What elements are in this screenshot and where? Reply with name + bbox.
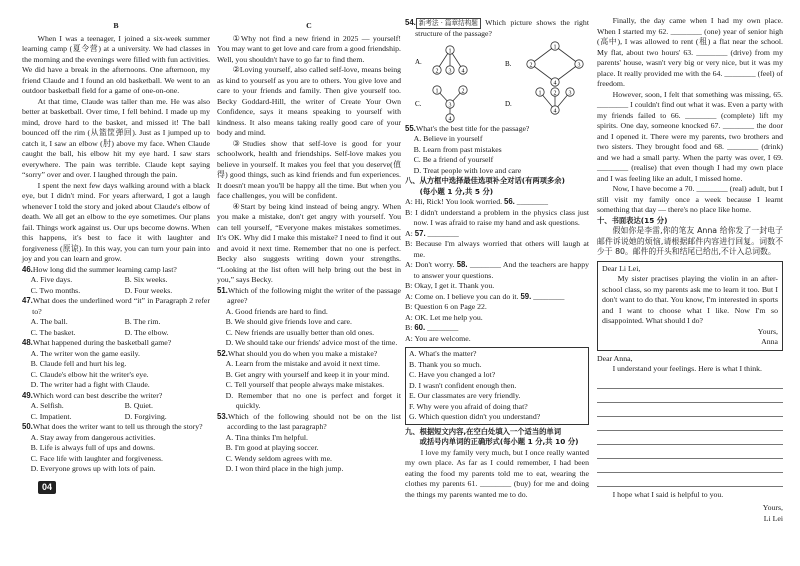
blank-number: 57. xyxy=(414,228,426,238)
section-heading: B xyxy=(113,21,119,30)
question-text: What does the writer want to tell us through the story? xyxy=(32,422,203,431)
section-points: (每小题 1 分,共 5 分) xyxy=(419,186,494,196)
choice-option: C. Have you changed a lot? xyxy=(409,370,496,379)
diagram-option-a xyxy=(415,45,467,74)
diagram-node-number: 2 xyxy=(553,89,557,96)
diagram-option-c xyxy=(415,85,467,122)
question-number: 50. xyxy=(22,422,33,431)
passage-paragraph: Finally, the day came when I had my own place. When I started my 62. ________ (one) year of senior high (高中), I was allowed to rent (租) a flat near the school. My flat, about two hours' 63. ________ (drive) from my parents' house, wasn't very big or very nice, but it was my place. It really provided me with the 64. ________ (feel) of freedom. xyxy=(597,16,783,88)
structure-diagrams xyxy=(405,40,589,124)
passage-paragraph: However, soon, I felt that something was missing, 65. ________ I couldn't find out what it was. Even a party with my friends failed to 66. ________ (complete) lift my spirits. One day, someone knocked 67. ________ the door and I opened it. There were my parents, two brothers and two sisters. They brought food and 68. ________ (drink) and we had a small party. When the party was over, I 69. ________ (realise) that even though I had my own place and I was feeling like an adult, I missed home. xyxy=(597,89,783,183)
choice-option: D. I wasn't confident enough then. xyxy=(409,380,517,390)
dialogue-text: Don't worry. xyxy=(415,260,455,269)
answer-option[interactable]: B. Get angry with yourself and keep it in your mind. xyxy=(225,369,390,379)
dialogue-line xyxy=(405,292,589,303)
blank-number: 59. xyxy=(520,291,532,301)
choices-box xyxy=(405,347,589,425)
answer-option[interactable]: C. Claude's elbow hit the writer's eye. xyxy=(30,369,149,379)
choice-option: F. Why were you afraid of doing that? xyxy=(409,401,528,411)
answer-option[interactable]: D. Four weeks. xyxy=(124,285,173,295)
answer-option[interactable]: A. Good friends are hard to find. xyxy=(225,306,328,316)
writing-prompt: 假如你是李雷,你的笔友 Anna 给你发了一封电子邮件诉说她的烦恼,请根据邮件内容进行回复。词数不少于 80。邮件的开头和结尾已给出,不计入总词数。 xyxy=(597,226,783,256)
answer-option[interactable]: D. The elbow. xyxy=(124,327,169,337)
question-text: Which picture shows the right structure of the passage? xyxy=(415,18,589,38)
section-title-cont: 或括号内单词的正确形式(每小题 1 分,共 10 分) xyxy=(419,437,579,446)
section-heading: C xyxy=(306,21,312,30)
answer-option[interactable]: D. I won third place in the high jump. xyxy=(225,464,344,473)
answer-blank[interactable]: ________ xyxy=(531,291,565,301)
diagram-label: B. xyxy=(505,59,512,68)
dialogue-text: Question 6 on Page 22. xyxy=(414,302,487,311)
question-type-tag: 新考法 · 篇章结构题 xyxy=(416,18,481,29)
passage-paragraph: I spent the next few days walking around with a black eye, but I didn't mind. For years afterward, I got a laugh whenever I told the story and joked about Claude's elbow of death. We all get an elbow to the eye sometimes. Our plans fail. Things work against us. Our ups become downs. When this happens, it's best to face it with laughter and forgiveness (原谅). In this way, you can turn your pain into joy and you can learn and grow. xyxy=(22,180,210,263)
question-text: Which word can best describe the writer? xyxy=(32,390,163,400)
answer-option[interactable]: B. Life is always full of ups and downs. xyxy=(30,443,155,452)
passage-paragraph: ②Loving yourself, also called self-love, means being as kind to yourself as you are to others. You give love and care to your friends and family. Then give yourself too. Becky Goddard-Hill, the writer of Create Your Own Confidence, says it means speaking to yourself with kindness. It also means taking really good care of your body and mind. xyxy=(217,65,401,137)
question xyxy=(22,391,210,402)
question-number: 48. xyxy=(22,338,33,347)
dialogue-line xyxy=(405,260,589,281)
section-title: 十、书面表达(15 分) xyxy=(597,215,668,225)
column-cloze-writing xyxy=(597,16,783,524)
answer-option[interactable]: C. Face life with laughter and forgiveness. xyxy=(30,453,163,463)
options xyxy=(217,433,401,475)
diagram-node-number: 1 xyxy=(538,89,542,96)
question-number: 52. xyxy=(217,348,228,358)
answer-option[interactable]: C. Be a friend of yourself xyxy=(413,155,494,164)
writing-line[interactable] xyxy=(597,445,783,459)
diagram-node-number: 3 xyxy=(577,61,581,68)
choice-option: E. Our classmates are very friendly. xyxy=(409,391,521,400)
question-text: What should you do when you make a mistake? xyxy=(227,348,378,358)
answer-option[interactable]: A. The ball. xyxy=(30,317,68,326)
writing-line[interactable] xyxy=(597,417,783,431)
answer-option[interactable]: A. Selfish. xyxy=(30,401,64,410)
question-text: What's the best title for the passage? xyxy=(415,123,530,133)
question-text: What happened during the basketball game? xyxy=(32,338,172,347)
options xyxy=(22,349,210,391)
diagram-node-number: 2 xyxy=(435,67,439,74)
options xyxy=(22,317,210,338)
diagram-label: A. xyxy=(415,57,422,66)
answer-option[interactable]: D. Forgiving. xyxy=(124,411,167,421)
question xyxy=(217,286,401,307)
question xyxy=(22,296,210,317)
speaker: A: xyxy=(405,228,413,238)
answer-option[interactable]: C. New friends are usually better than old ones. xyxy=(225,327,375,337)
reply-ending: I hope what I said is helpful to you. xyxy=(612,489,724,499)
question xyxy=(22,338,210,349)
diagram-node-number: 4 xyxy=(461,67,465,74)
question xyxy=(22,422,210,433)
dialogue-text: OK. Let me help you. xyxy=(414,312,483,322)
question-number: 47. xyxy=(22,296,33,305)
answer-lines[interactable] xyxy=(597,375,783,487)
dialogue-text: Okay, I get it. Thank you. xyxy=(414,281,495,290)
dialogue-text: Because I'm always worried that others will laugh at me. xyxy=(413,239,590,259)
writing-line[interactable] xyxy=(597,375,783,389)
passage-paragraph: Now, I have become a 70. ________ (real) adult, but I still visit my family once a week because I learnt something that day — there's no place like home. xyxy=(597,184,783,214)
blank-number: 60. xyxy=(414,323,426,332)
answer-blank[interactable]: ________ xyxy=(425,228,459,238)
dialogue-line xyxy=(405,302,589,313)
dialogue-line xyxy=(405,197,589,208)
question-text: Which of the following should not be on the list according to the last paragraph? xyxy=(227,411,401,431)
options xyxy=(22,275,210,296)
passage-paragraph: ③Studies show that self-love is good for your schoolwork, health and friendships. Self-love makes you believe in yourself. It makes you feel that you deserve(值得) good things, such as kind friends and fun experiences. It doesn't mean you'll be happy all the time. But when you face challenges, you will be confident. xyxy=(217,138,401,200)
question-54 xyxy=(405,18,589,40)
letter-closing: Yours, xyxy=(757,326,778,336)
diagram-option-b xyxy=(505,41,583,86)
answer-option[interactable]: C. Wendy seldom agrees with me. xyxy=(225,453,333,463)
speaker: A: xyxy=(405,197,413,206)
question-number: 53. xyxy=(217,411,228,421)
section-title: 九、根据短文内容,在空白处填入一个适当的单词 xyxy=(405,426,562,436)
question-number: 49. xyxy=(22,390,33,400)
answer-option[interactable]: D. Treat people with love and care xyxy=(413,165,522,175)
passage-paragraph: ④Start by being kind instead of being angry. When you make a mistake, don't get angry with yourself. You can tell yourself, “Everyone makes mistakes sometimes. It's OK. Why did I make this mistake? I need to find it out and avoid it next time. Remember that no one is perfect. Becky also suggests writing down your strengths. “Looking at the list often will help bring out the best in you,” says Becky. xyxy=(217,201,401,284)
speaker: B: xyxy=(405,281,413,290)
question-number: 55. xyxy=(405,123,416,133)
answer-option[interactable]: B. Quiet. xyxy=(124,401,153,410)
answer-option[interactable]: A. Five days. xyxy=(30,275,73,284)
answer-option[interactable]: A. Tina thinks I'm helpful. xyxy=(225,432,309,442)
speaker: A: xyxy=(405,333,413,343)
options xyxy=(22,401,210,422)
speaker: B: xyxy=(405,207,413,217)
question xyxy=(22,265,210,276)
answer-option[interactable]: C. Impatient. xyxy=(30,411,72,421)
speaker: A: xyxy=(405,312,413,322)
answer-option[interactable]: A. Stay away from dangerous activities. xyxy=(30,432,156,442)
diagram-node-number: 1 xyxy=(448,47,452,54)
writing-line[interactable] xyxy=(597,459,783,473)
passage-paragraph: At that time, Claude was taller than me. He was also better at basketball. Over time, I fell behind. I made up my mind, drove hard to the basket, and missed it! The ball bounced off the rim (从篮筐弹回). Just as I jumped up to catch it, I saw an elbow (肘) above my face. When Claude caught the ball, his elbow hit my eye hard. I saw stars everywhere. The pain was terrible. Claude kept saying “sorry” over and over. I laughed through the pain. xyxy=(22,96,210,179)
question-number: 54. xyxy=(405,18,416,27)
dialogue-text: You are welcome. xyxy=(414,333,471,343)
options xyxy=(217,359,401,412)
diagram-node-number: 4 xyxy=(553,79,557,86)
dialogue-line xyxy=(405,239,589,260)
speaker: B: xyxy=(405,239,413,248)
reply-signature: Li Lei xyxy=(763,513,783,523)
diagram-node-number: 4 xyxy=(448,115,452,122)
speaker: A: xyxy=(405,260,413,269)
diagram-label: C. xyxy=(415,99,422,108)
letter-body: My sister practises playing the violin in an after-school class, so my parents ask me to learn it too. But I don't want to do that. You know, I'm interested in sports and I want to choose what I like. Now I'm so disappointed. What should I do? xyxy=(602,274,778,325)
writing-line[interactable] xyxy=(597,389,783,403)
question-number: 51. xyxy=(217,285,228,295)
answer-option[interactable]: C. Tell yourself that people always make mistakes. xyxy=(225,380,385,389)
question-text: Which of the following might the writer of the passage agree? xyxy=(227,285,401,305)
dialogue-text: Hi, Rick! You look worried. xyxy=(414,197,503,206)
dialogue-line xyxy=(405,229,589,240)
question xyxy=(217,349,401,360)
passage-paragraph: ①Why not find a new friend in 2025 — yourself! You may want to get love and care from a good friendship. Well, you shouldn't have to go far to find them. xyxy=(217,33,401,64)
answer-option[interactable]: C. The basket. xyxy=(30,327,76,337)
passage-paragraph: I love my family very much, but I once really wanted my own place. As far as I could remember, I had been eating the food my parents told me to eat, wearing the clothes my parents 61. ________ (buy) for me and doing the things my parents wanted me to do. xyxy=(405,447,589,499)
diagram-node-number: 1 xyxy=(435,87,439,94)
reply-closing: Yours, xyxy=(762,503,783,512)
answer-option[interactable]: B. Claude fell and hurt his leg. xyxy=(30,359,127,368)
options xyxy=(22,433,210,475)
answer-option[interactable]: B. I'm good at playing soccer. xyxy=(225,443,319,452)
column-passage-c xyxy=(217,18,401,475)
letter-greeting: Dear Li Lei, xyxy=(602,263,641,273)
diagram-node-number: 3 xyxy=(568,89,572,96)
blank-number: 58. xyxy=(456,260,468,269)
question-number: 46. xyxy=(22,264,33,274)
answer-option[interactable]: B. Learn from past mistakes xyxy=(413,144,502,154)
diagram-node-number: 1 xyxy=(553,43,557,50)
question xyxy=(217,412,401,433)
dialogue-line xyxy=(405,334,589,345)
column-passage-b xyxy=(22,18,210,494)
answer-option[interactable]: D. Everyone grows up with lots of pain. xyxy=(30,464,156,473)
answer-option[interactable]: A. The writer won the game easily. xyxy=(30,348,140,358)
options xyxy=(217,307,401,349)
writing-line[interactable] xyxy=(597,431,783,445)
speaker: A: xyxy=(405,291,413,301)
diagram-node-number: 2 xyxy=(529,61,533,68)
dialogue-line xyxy=(405,281,589,292)
letter-signature: Anna xyxy=(761,337,778,346)
diagram-label: D. xyxy=(505,99,512,108)
section-title: 八、从方框中选择最佳选项补全对话(有两项多余) xyxy=(405,176,565,185)
answer-option[interactable]: B. The rim. xyxy=(124,317,161,326)
blank-number: 56. xyxy=(504,197,515,206)
answer-option[interactable]: D. We should take our friends' advice most of the time. xyxy=(225,338,398,347)
answer-blank[interactable]: ________ xyxy=(467,260,503,269)
dialogue-line xyxy=(405,208,589,229)
writing-line[interactable] xyxy=(597,403,783,417)
dialogue-text: I didn't understand a problem in the physics class just now. I was afraid to raise my hand and ask questions. xyxy=(413,207,589,227)
diagram-node-number: 3 xyxy=(448,67,452,74)
answer-option[interactable]: B. Six weeks. xyxy=(124,275,168,284)
speaker: B: xyxy=(405,323,413,332)
reply-greeting: Dear Anna, xyxy=(597,353,633,363)
question-55 xyxy=(405,124,589,135)
answer-option[interactable]: D. Remember that no one is perfect and forget it quickly. xyxy=(225,390,401,410)
diagram-option-d xyxy=(505,87,574,114)
page-number-badge: 04 xyxy=(38,481,56,494)
choice-option: G. Which question didn't you understand? xyxy=(409,412,541,421)
answer-option[interactable]: B. We should give friends love and care. xyxy=(225,317,352,326)
question-text: How long did the summer learning camp last? xyxy=(32,264,177,274)
question-text: What does the underlined word “it” in Paragraph 2 refer to? xyxy=(32,296,210,316)
writing-line[interactable] xyxy=(597,473,783,487)
diagram-node-number: 3 xyxy=(448,101,452,108)
answer-option[interactable]: A. Believe in yourself xyxy=(413,134,483,143)
diagram-node-number: 4 xyxy=(553,107,557,114)
speaker: B: xyxy=(405,302,413,311)
reply-opening: I understand your feelings. Here is what I think. xyxy=(612,364,762,373)
answer-blank[interactable]: ________ xyxy=(425,323,459,332)
answer-blank[interactable]: ________ xyxy=(514,197,548,206)
answer-option[interactable]: A. Learn from the mistake and avoid it next time. xyxy=(225,359,380,368)
answer-option[interactable]: D. The writer had a fight with Claude. xyxy=(30,380,150,389)
dialogue-text: And the teachers are happy to answer your questions. xyxy=(413,260,590,280)
dialogue-line xyxy=(405,323,589,334)
diagram-node-number: 2 xyxy=(461,87,465,94)
choice-option: A. What's the matter? xyxy=(409,349,477,358)
email-letter xyxy=(597,261,783,351)
column-questions-54-61 xyxy=(405,18,589,500)
passage-paragraph: When I was a teenager, I joined a six-week summer learning camp (夏令营) at a university. We had classes in the morning and the evenings were filled with fun activities. We did have a break in the afternoons. One afternoon, my friend Claude and I found an old basketball. We went to an outdoor basketball field for a game of one-on-one. xyxy=(22,33,210,95)
choice-option: B. Thank you so much. xyxy=(409,359,482,369)
dialogue-text: Come on. I believe you can do it. xyxy=(414,291,519,301)
dialogue-line xyxy=(405,313,589,324)
answer-option[interactable]: C. Two months. xyxy=(30,285,81,295)
options xyxy=(405,134,589,176)
